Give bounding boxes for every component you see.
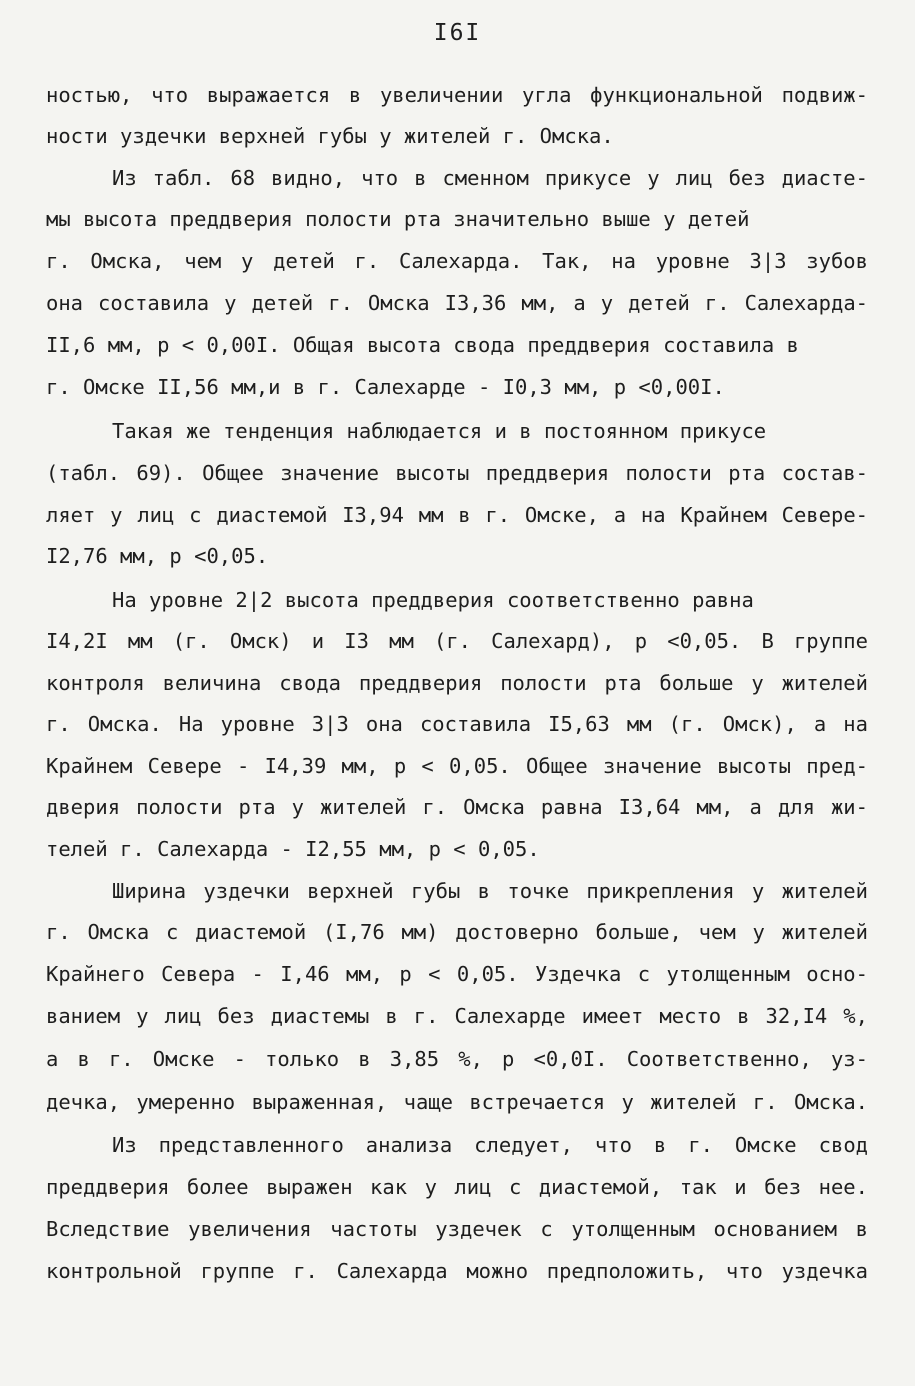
text-line: (табл. 69). Общее значение высоты преддверия полости рта состав- (46, 461, 868, 485)
page-number: I6I (433, 20, 482, 46)
text-line: Такая же тенденция наблюдается и в постоянном прикусе (112, 419, 767, 443)
text-line: Из табл. 68 видно, что в сменном прикусе у лиц без диасте- (112, 166, 868, 190)
text-line: г. Омске II,56 мм,и в г. Салехарде - I0,3 мм, р <0,00I. (46, 375, 725, 399)
text-line: г. Омска, чем у детей г. Салехарда. Так, на уровне 3|3 зубов (46, 249, 868, 273)
text-line: Ширина уздечки верхней губы в точке прикрепления у жителей (112, 879, 868, 903)
text-line: контроля величина свода преддверия полости рта больше у жителей (46, 671, 868, 695)
text-line: ляет у лиц с диастемой I3,94 мм в г. Омске, а на Крайнем Севере- (46, 503, 868, 527)
text-line: мы высота преддверия полости рта значительно выше у детей (46, 207, 750, 231)
text-line: телей г. Салехарда - I2,55 мм, р < 0,05. (46, 837, 540, 861)
text-line: ностью, что выражается в увеличении угла функциональной подвиж- (46, 83, 868, 107)
text-line: а в г. Омске - только в 3,85 %, р <0,0I. Соответственно, уз- (46, 1047, 868, 1071)
text-line: Крайнем Севере - I4,39 мм, р < 0,05. Общее значение высоты пред- (46, 754, 868, 778)
text-line: I2,76 мм, р <0,05. (46, 544, 269, 568)
text-line: Крайнего Севера - I,46 мм, р < 0,05. Уздечка с утолщенным осно- (46, 962, 868, 986)
text-line: она составила у детей г. Омска I3,36 мм, а у детей г. Салехарда- (46, 291, 868, 315)
text-line: дверия полости рта у жителей г. Омска равна I3,64 мм, а для жи- (46, 795, 868, 819)
text-line: ванием у лиц без диастемы в г. Салехарде имеет место в 32,I4 %, (46, 1004, 868, 1028)
text-line: преддверия более выражен как у лиц с диастемой, так и без нее. (46, 1175, 868, 1199)
text-line: г. Омска с диастемой (I,76 мм) достоверно больше, чем у жителей (46, 920, 868, 944)
text-line: ности уздечки верхней губы у жителей г. Омска. (46, 124, 614, 148)
text-line: На уровне 2|2 высота преддверия соответственно равна (112, 588, 754, 612)
text-line: Из представленного анализа следует, что в г. Омске свод (112, 1133, 868, 1157)
text-line: II,6 мм, р < 0,00I. Общая высота свода преддверия составила в (46, 333, 799, 357)
text-line: дечка, умеренно выраженная, чаще встречается у жителей г. Омска. (46, 1090, 868, 1114)
text-line: г. Омска. На уровне 3|3 она составила I5,63 мм (г. Омск), а на (46, 712, 868, 736)
text-line: Вследствие увеличения частоты уздечек с утолщенным основанием в (46, 1217, 868, 1241)
text-line: контрольной группе г. Салехарда можно предположить, что уздечка (46, 1259, 868, 1283)
text-line: I4,2I мм (г. Омск) и I3 мм (г. Салехард), р <0,05. В группе (46, 629, 868, 653)
